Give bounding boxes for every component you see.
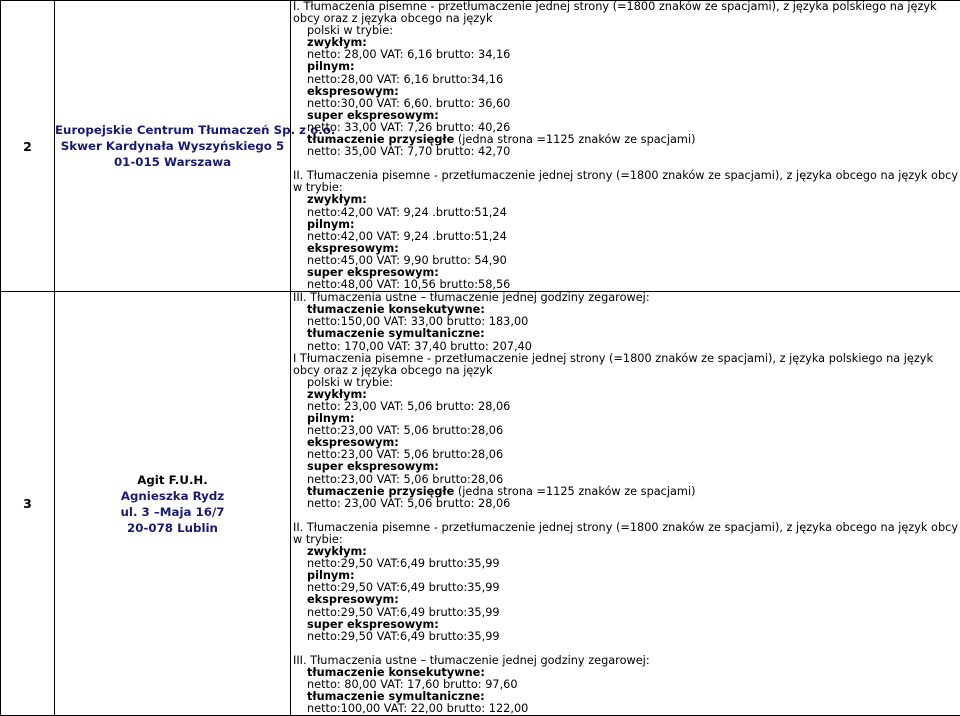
row-number: 3 — [1, 292, 55, 716]
sworn-line — [293, 486, 959, 498]
mode-label: zwykłym: — [293, 546, 959, 558]
oral-section-header: III. Tłumaczenia ustne – tłumaczenie jednej godziny zegarowej: — [293, 292, 959, 304]
sworn-label: tłumaczenie przysięgłe — [307, 133, 454, 146]
price-cell — [291, 1, 960, 292]
mode-label: super ekspresowym: — [293, 461, 959, 473]
price-value: netto:42,00 VAT: 9,24 .brutto:51,24 — [293, 207, 959, 219]
company-cell — [55, 1, 291, 292]
mode-label: zwykłym: — [293, 389, 959, 401]
sworn-note: (jedna strona =1125 znaków ze spacjami) — [458, 485, 696, 498]
mode-label: pilnym: — [293, 570, 959, 582]
price-cell — [291, 292, 960, 716]
mode-label: pilnym: — [293, 61, 959, 73]
price-value: netto: 170,00 VAT: 37,40 brutto: 207,40 — [293, 341, 959, 353]
price-value: netto:23,00 VAT: 5,06 brutto:28,06 — [293, 474, 959, 486]
mode-label: super ekspresowym: — [293, 267, 959, 279]
company-person: Agnieszka Rydz — [55, 488, 290, 504]
mode-label: tłumaczenie symultaniczne: — [293, 691, 959, 703]
mode-label: pilnym: — [293, 219, 959, 231]
mode-label: ekspresowym: — [293, 243, 959, 255]
section-header: I Tłumaczenia pisemne - przetłumaczenie jednej strony (=1800 znaków ze spacjami), z języka polskiego na język obcy oraz z języka obcego na język — [293, 353, 959, 377]
price-value: netto: 28,00 VAT: 6,16 brutto: 34,16 — [293, 49, 959, 61]
price-value: netto: 23,00 VAT: 5,06 brutto: 28,06 — [293, 498, 959, 510]
price-value: netto: 33,00 VAT: 7,26 brutto: 40,26 — [293, 122, 959, 134]
price-value: netto:29,50 VAT:6,49 brutto:35,99 — [293, 607, 959, 619]
price-value: netto:29,50 VAT:6,49 brutto:35,99 — [293, 582, 959, 594]
mode-label: zwykłym: — [293, 194, 959, 206]
company-street: ul. 3 –Maja 16/7 — [55, 504, 290, 520]
oral-section-header: III. Tłumaczenia ustne – tłumaczenie jednej godziny zegarowej: — [293, 655, 959, 667]
company-name: Europejskie Centrum Tłumaczeń Sp. z o.o. — [55, 122, 290, 138]
company-city: 01-015 Warszawa — [55, 154, 290, 170]
mode-label: super ekspresowym: — [293, 619, 959, 631]
section-header: I. Tłumaczenia pisemne - przetłumaczenie jednej strony (=1800 znaków ze spacjami), z języka polskiego na język obcy oraz z języka obcego na język — [293, 1, 959, 25]
price-value: netto:23,00 VAT: 5,06 brutto:28,06 — [293, 449, 959, 461]
price-value: netto:48,00 VAT: 10,56 brutto:58,56 — [293, 279, 959, 291]
mode-label: tłumaczenie konsekutywne: — [293, 304, 959, 316]
price-value: netto:42,00 VAT: 9,24 .brutto:51,24 — [293, 231, 959, 243]
mode-label: tłumaczenie symultaniczne: — [293, 328, 959, 340]
sworn-note: (jedna strona =1125 znaków ze spacjami) — [458, 133, 696, 146]
price-value: netto:23,00 VAT: 5,06 brutto:28,06 — [293, 425, 959, 437]
table-row — [1, 292, 960, 716]
price-value: netto:29,50 VAT:6,49 brutto:35,99 — [293, 558, 959, 570]
price-value: netto:28,00 VAT: 6,16 brutto:34,16 — [293, 74, 959, 86]
price-value: netto: 80,00 VAT: 17,60 brutto: 97,60 — [293, 679, 959, 691]
price-value: netto: 35,00 VAT: 7,70 brutto: 42,70 — [293, 146, 959, 158]
price-value: netto:29,50 VAT:6,49 brutto:35,99 — [293, 631, 959, 643]
mode-label: tłumaczenie konsekutywne: — [293, 667, 959, 679]
mode-label: super ekspresowym: — [293, 110, 959, 122]
sworn-label: tłumaczenie przysięgłe — [307, 485, 454, 498]
price-value: netto:100,00 VAT: 22,00 brutto: 122,00 — [293, 703, 959, 715]
section-header-cont: polski w trybie: — [293, 377, 959, 389]
section-header: II. Tłumaczenia pisemne - przetłumaczenie jednej strony (=1800 znaków ze spacjami), z języka obcego na język obcy w trybie: — [293, 170, 959, 194]
mode-label: zwykłym: — [293, 37, 959, 49]
price-value: netto:45,00 VAT: 9,90 brutto: 54,90 — [293, 255, 959, 267]
price-value: netto:30,00 VAT: 6,60. brutto: 36,60 — [293, 98, 959, 110]
mode-label: ekspresowym: — [293, 437, 959, 449]
company-city: 20-078 Lublin — [55, 520, 290, 536]
row-number: 2 — [1, 1, 55, 292]
price-value: netto: 23,00 VAT: 5,06 brutto: 28,06 — [293, 401, 959, 413]
section-header: II. Tłumaczenia pisemne - przetłumaczenie jednej strony (=1800 znaków ze spacjami), z języka obcego na język obcy w trybie: — [293, 522, 959, 546]
mode-label: pilnym: — [293, 413, 959, 425]
mode-label: ekspresowym: — [293, 594, 959, 606]
mode-label: ekspresowym: — [293, 86, 959, 98]
company-cell — [55, 292, 291, 716]
company-street: Skwer Kardynała Wyszyńskiego 5 — [55, 138, 290, 154]
price-value: netto:150,00 VAT: 33,00 brutto: 183,00 — [293, 316, 959, 328]
section-header-cont: polski w trybie: — [293, 25, 959, 37]
table-row — [1, 1, 960, 292]
company-name: Agit F.U.H. — [55, 472, 290, 488]
